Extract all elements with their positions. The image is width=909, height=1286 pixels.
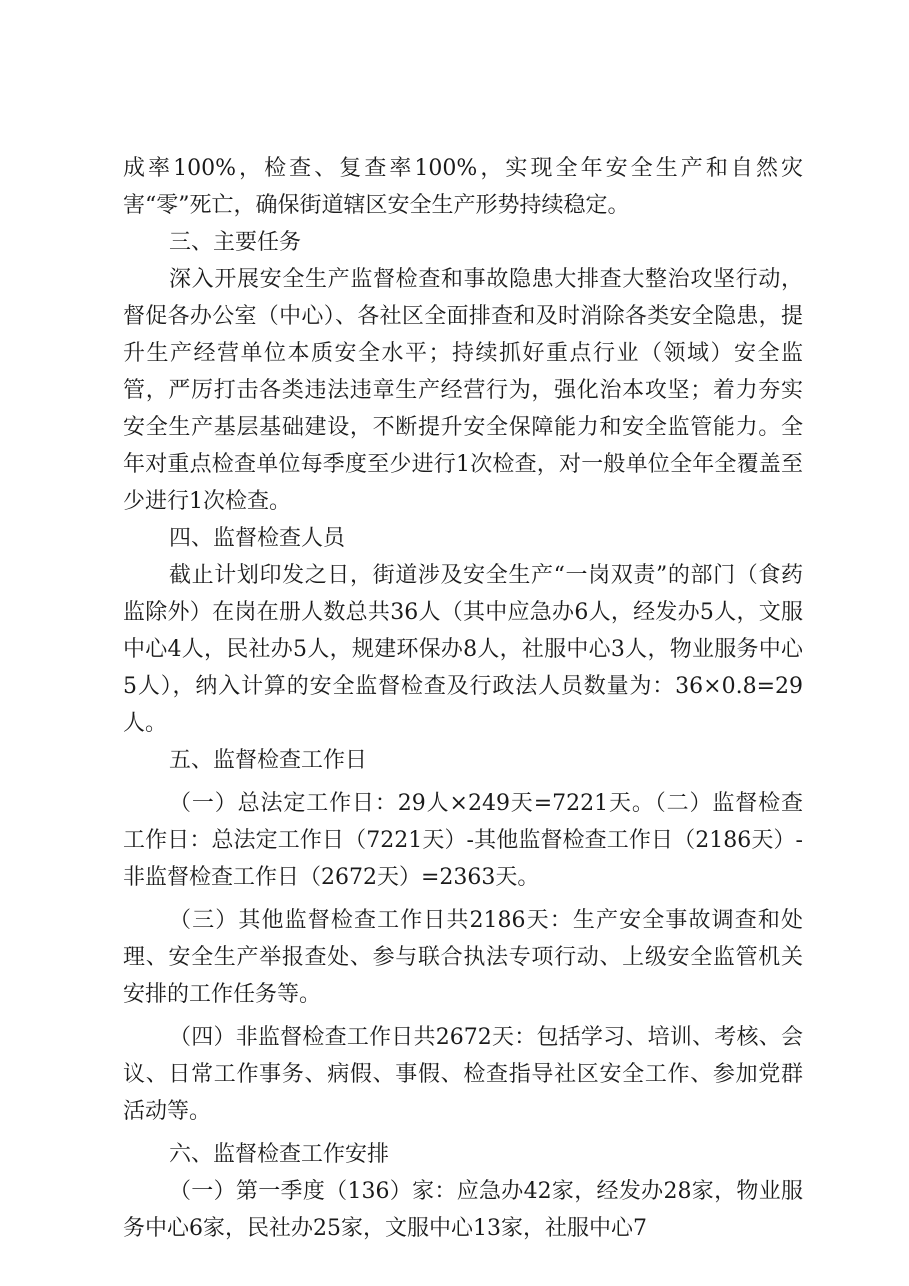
paragraph-continuation: 成率100%，检查、复查率100%，实现全年安全生产和自然灾害“零”死亡，确保街道辖区安全生产形势持续稳定。 [123,156,803,218]
section-heading-main-tasks: 三、主要任务 [169,230,302,255]
section-heading-schedule: 六、监督检查工作安排 [169,1142,390,1167]
paragraph-working-days-1-2: （一）总法定工作日：29人×249天=7221天。（二）监督检查工作日：总法定工作日（7221天）-其他监督检查工作日（2186天）-非监督检查工作日（2672天）=2363天。 [123,791,803,890]
paragraph-main-tasks: 深入开展安全生产监督检查和事故隐患大排查大整治攻坚行动，督促各办公室（中心）、各社区全面排查和及时消除各类安全隐患，提升生产经营单位本质安全水平；持续抓好重点行业（领域）安全监管，严厉打击各类违法违章生产经营行为，强化治本攻坚；着力夯实安全生产基层基础建设，不断提升安全保障能力和安全监管能力。全年对重点检查单位每季度至少进行1次检查，对一般单位全年全覆盖至少进行1次检查。 [123,267,803,514]
paragraph-inspection-staff: 截止计划印发之日，街道涉及安全生产“一岗双责”的部门（食药监除外）在岗在册人数总共36人（其中应急办6人，经发办5人，文服中心4人，民社办5人，规建环保办8人，社服中心3人，物业服务中心5人），纳入计算的安全监督检查及行政法人员数量为：36×0.8=29人。 [123,563,803,736]
paragraph-working-days-4: （四）非监督检查工作日共2672天：包括学习、培训、考核、会议、日常工作事务、病假、事假、检查指导社区安全工作、参加党群活动等。 [123,1025,803,1124]
section-heading-inspection-staff: 四、监督检查人员 [169,526,346,551]
document-body [123,150,803,1247]
section-heading-working-days: 五、监督检查工作日 [169,748,368,773]
paragraph-first-quarter: （一）第一季度（136）家：应急办42家，经发办28家，物业服务中心6家，民社办25家，文服中心13家，社服中心7 [123,1179,803,1241]
paragraph-working-days-3: （三）其他监督检查工作日共2186天：生产安全事故调查和处理、安全生产举报查处、参与联合执法专项行动、上级安全监管机关安排的工作任务等。 [123,908,803,1007]
